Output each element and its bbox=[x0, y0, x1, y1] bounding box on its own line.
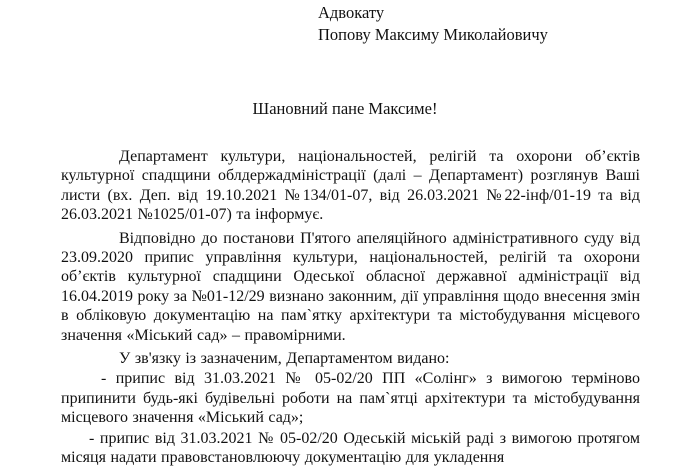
letter-body bbox=[61, 147, 640, 468]
addressee-name: Попову Максиму Миколайовичу bbox=[318, 25, 548, 44]
paragraph-court-ruling: Відповідно до постанови П'ятого апеляційного адміністративного суду від 23.09.2020 припис управління культури, національностей, релігій та охорони об’єктів культурної спадщини Одеської обласної державної адміністрації від 16.04.2019 року за №01-12/29 визнано законним, дії управління щодо внесення змін в обліковую документацію на пам`ятку архітектури та містобудування місцевого значення «Міський сад» – правомірними. bbox=[61, 229, 640, 344]
salutation: Шановний пане Максиме! bbox=[252, 99, 438, 118]
paragraph-intro: Департамент культури, національностей, релігій та охорони об’єктів культурної спадщини облдержадміністрації (далі – Департамент) розглянув Ваші листи (вх. Деп. від 19.10.2021 №134/01-07, від 26.03.2021 №22-інф/01-19 та від 26.03.2021 №1025/01-07) та інформує. bbox=[61, 148, 640, 224]
addressee-block bbox=[318, 2, 548, 46]
paragraph-issued: У зв'язку із зазначеним, Департаментом видано: bbox=[119, 350, 450, 368]
list-item-order-city-council: - припис від 31.03.2021 № 05-02/20 Одеській міській раді з вимогою протягом місяця надати правовстановлюючу документацію для укладення bbox=[61, 429, 640, 467]
list-item-order-soling: - припис від 31.03.2021 № 05-02/20 ПП «Солінг» з вимогою терміново припинити будь-які будівельні роботи на пам`ятці архітектури та містобудування місцевого значення «Міський сад»; bbox=[61, 370, 640, 427]
addressee-title: Адвокату bbox=[318, 3, 385, 22]
